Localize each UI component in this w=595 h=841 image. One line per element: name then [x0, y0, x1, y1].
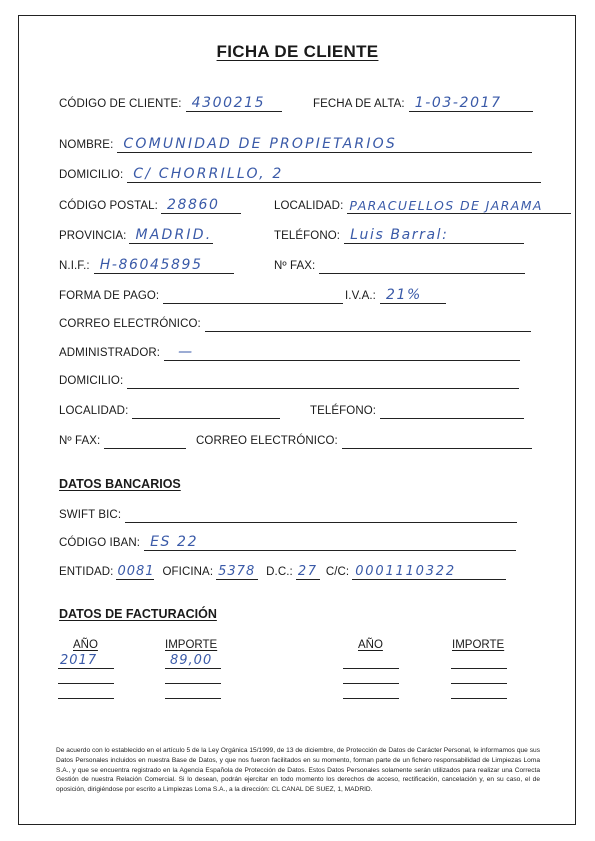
- iva-row: [345, 284, 446, 304]
- form-title: FICHA DE CLIENTE: [216, 42, 379, 61]
- fecha-alta-field[interactable]: [409, 93, 533, 112]
- forma-pago-row: [59, 284, 343, 304]
- codigo-postal-value: 28860: [166, 197, 220, 213]
- telefono-row: [274, 224, 524, 244]
- forma-pago-label: FORMA DE PAGO:: [59, 290, 160, 302]
- col-importe-left: IMPORTE: [165, 639, 218, 651]
- cc-value: 0001110322: [355, 564, 456, 579]
- nombre-label: NOMBRE:: [59, 139, 114, 151]
- nombre-field[interactable]: [117, 134, 532, 153]
- oficina-label: OFICINA:: [162, 566, 214, 578]
- billing-line[interactable]: [451, 698, 507, 699]
- provincia-label: PROVINCIA:: [59, 230, 127, 242]
- datos-facturacion-heading: DATOS DE FACTURACIÓN: [59, 607, 217, 621]
- admin-correo-row: [196, 429, 532, 449]
- billing-line[interactable]: [165, 698, 221, 699]
- col-ano-right: AÑO: [358, 639, 383, 651]
- oficina-field[interactable]: [216, 561, 258, 580]
- iban-row: [59, 531, 516, 551]
- billing-line[interactable]: [58, 668, 114, 669]
- provincia-field[interactable]: [129, 225, 213, 244]
- iban-label: CÓDIGO IBAN:: [59, 537, 141, 549]
- administrador-field[interactable]: [164, 342, 520, 361]
- nif-field[interactable]: [94, 255, 234, 274]
- col-importe-right: IMPORTE: [452, 639, 505, 651]
- iban-field[interactable]: [144, 532, 516, 551]
- swift-row: [59, 503, 517, 523]
- admin-localidad-row: [59, 399, 280, 419]
- cc-field[interactable]: [352, 561, 506, 580]
- dc-label: D.C.:: [266, 566, 293, 578]
- billing-line[interactable]: [343, 698, 399, 699]
- fecha-alta-value: 1-03-2017: [414, 95, 502, 111]
- billing-line[interactable]: [165, 683, 221, 684]
- billing-line[interactable]: [58, 683, 114, 684]
- provincia-value: MADRID.: [135, 227, 213, 243]
- oficina-value: 5378: [218, 564, 256, 579]
- iban-value: ES 22: [150, 534, 199, 550]
- correo-field[interactable]: [205, 313, 531, 332]
- admin-telefono-row: [310, 399, 524, 419]
- fax-row: [274, 254, 525, 274]
- admin-localidad-field[interactable]: [132, 400, 280, 419]
- facturacion-ano-value: 2017: [60, 653, 98, 668]
- domicilio-field[interactable]: [127, 164, 541, 183]
- fecha-alta-label: FECHA DE ALTA:: [313, 98, 405, 110]
- admin-correo-label: CORREO ELECTRÓNICO:: [196, 435, 338, 447]
- admin-telefono-label: TELÉFONO:: [310, 405, 377, 417]
- nif-row: [59, 254, 234, 274]
- iva-field[interactable]: [380, 285, 446, 304]
- domicilio-row: [59, 163, 541, 183]
- nif-value: H-86045895: [99, 257, 203, 273]
- admin-domicilio-label: DOMICILIO:: [59, 375, 124, 387]
- datos-bancarios-heading: DATOS BANCARIOS: [59, 477, 181, 491]
- entidad-value: 0081: [117, 564, 155, 579]
- nif-label: N.I.F.:: [59, 260, 90, 272]
- admin-telefono-field[interactable]: [380, 400, 524, 419]
- localidad-value: PARACUELLOS DE JARAMA: [349, 197, 543, 213]
- iva-label: I.V.A.:: [345, 290, 376, 302]
- codigo-cliente-row: [59, 92, 282, 112]
- fax-field[interactable]: [319, 255, 525, 274]
- telefono-label: TELÉFONO:: [274, 230, 341, 242]
- admin-fax-field[interactable]: [104, 430, 186, 449]
- codigo-postal-label: CÓDIGO POSTAL:: [59, 200, 158, 212]
- billing-line[interactable]: [451, 668, 507, 669]
- administrador-label: ADMINISTRADOR:: [59, 347, 161, 359]
- admin-fax-label: Nº FAX:: [59, 435, 101, 447]
- codigo-postal-row: [59, 194, 241, 214]
- entidad-label: ENTIDAD:: [59, 566, 114, 578]
- codigo-postal-field[interactable]: [161, 195, 241, 214]
- col-ano-left: AÑO: [73, 639, 98, 651]
- codigo-cliente-label: CÓDIGO DE CLIENTE:: [59, 98, 182, 110]
- admin-fax-row: [59, 429, 186, 449]
- billing-line[interactable]: [343, 683, 399, 684]
- facturacion-importe-value: 89,00: [170, 653, 213, 668]
- codigo-cliente-value: 4300215: [191, 95, 266, 111]
- forma-pago-field[interactable]: [163, 285, 343, 304]
- administrador-value: —: [178, 344, 194, 360]
- codigo-cliente-field[interactable]: [186, 93, 282, 112]
- admin-domicilio-field[interactable]: [127, 370, 519, 389]
- telefono-value: Luis Barral:: [350, 227, 449, 243]
- entidad-field[interactable]: [116, 561, 154, 580]
- localidad-row: [274, 194, 571, 214]
- swift-field[interactable]: [125, 504, 517, 523]
- cc-label: C/C:: [325, 566, 350, 578]
- fecha-alta-row: [313, 92, 533, 112]
- domicilio-value: C/ CHORRILLO, 2: [133, 166, 284, 182]
- iva-value: 21%: [385, 287, 422, 303]
- correo-row: [59, 312, 531, 332]
- billing-line[interactable]: [165, 668, 221, 669]
- billing-line[interactable]: [451, 683, 507, 684]
- cuenta-row: [59, 560, 506, 580]
- swift-label: SWIFT BIC:: [59, 509, 122, 521]
- legal-notice: De acuerdo con lo establecido en el artículo 5 de la Ley Orgánica 15/1999, de 13 de diciembre, de Protección de Datos de Carácter Personal, le informamos que sus Datos Personales incluidos en nuestra Base de Datos, y que nos fueron facilitados en su momento, forman parte de un fichero responsabilidad de Limpiezas Loma S.A., y que se encuentra registrado en la Agencia Española de Protección de Datos. Estos Datos Personales solamente serán utilizados para realizar una Correcta Gestión de nuestra Relación Comercial. Si lo desean, podrán ejercitar en todo momento los derechos de acceso, rectificación, cancelación y, en su caso, el de oposición, dirigiéndose por escrito a Limpiezas Loma S.A., a la dirección: CL CANAL DE SUEZ, 1, MADRID.: [56, 747, 540, 794]
- admin-localidad-label: LOCALIDAD:: [59, 405, 129, 417]
- dc-field[interactable]: [296, 561, 320, 580]
- dc-value: 27: [297, 564, 318, 579]
- fax-label: Nº FAX:: [274, 260, 316, 272]
- localidad-field[interactable]: [347, 195, 571, 214]
- nombre-row: [59, 133, 532, 153]
- admin-domicilio-row: [59, 369, 519, 389]
- billing-line[interactable]: [343, 668, 399, 669]
- correo-label: CORREO ELECTRÓNICO:: [59, 318, 201, 330]
- administrador-row: [59, 341, 520, 361]
- localidad-label: LOCALIDAD:: [274, 200, 344, 212]
- telefono-field[interactable]: [344, 225, 524, 244]
- nombre-value: COMUNIDAD DE PROPIETARIOS: [123, 136, 397, 152]
- admin-correo-field[interactable]: [342, 430, 532, 449]
- provincia-row: [59, 224, 213, 244]
- billing-line[interactable]: [58, 698, 114, 699]
- domicilio-label: DOMICILIO:: [59, 169, 124, 181]
